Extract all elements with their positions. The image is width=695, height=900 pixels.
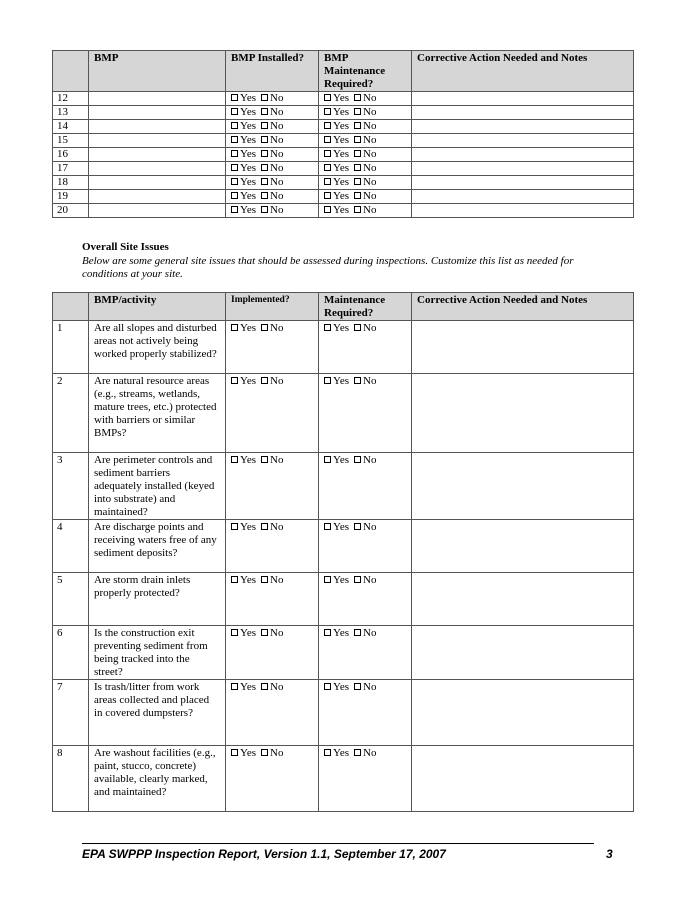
table-row xyxy=(53,92,634,106)
implemented-yes-checkbox[interactable] xyxy=(231,377,238,384)
header-implemented: Implemented? xyxy=(226,293,319,321)
implemented-yes-label: Yes xyxy=(240,747,257,759)
maintenance-yes-checkbox[interactable] xyxy=(324,206,331,213)
maintenance-no-label: No xyxy=(363,375,377,387)
footer-text: EPA SWPPP Inspection Report, Version 1.1, September 17, 2007 xyxy=(82,847,446,861)
installed-cell xyxy=(226,134,319,148)
implemented-cell xyxy=(226,573,319,626)
issue-text: Are perimeter controls and sediment barriers adequately installed (keyed into substrate) and maintained? xyxy=(89,453,226,520)
installed-no-label: No xyxy=(270,92,284,104)
installed-yes-label: Yes xyxy=(240,204,257,216)
maintenance-no-checkbox[interactable] xyxy=(354,94,361,101)
implemented-yes-label: Yes xyxy=(240,322,257,334)
implemented-no-label: No xyxy=(270,627,284,639)
table-row xyxy=(53,626,634,680)
table-row xyxy=(53,374,634,453)
installed-cell xyxy=(226,120,319,134)
table-row xyxy=(53,680,634,746)
maintenance-yes-label: Yes xyxy=(333,162,350,174)
row-number: 6 xyxy=(53,626,89,680)
table-row xyxy=(53,162,634,176)
implemented-no-label: No xyxy=(270,747,284,759)
bmp-name-cell[interactable] xyxy=(89,106,226,120)
bmp-name-cell[interactable] xyxy=(89,92,226,106)
installed-no-checkbox[interactable] xyxy=(261,136,268,143)
row-number: 17 xyxy=(53,162,89,176)
notes-cell[interactable] xyxy=(412,134,634,148)
notes-cell[interactable] xyxy=(412,680,634,746)
maintenance-no-checkbox[interactable] xyxy=(354,178,361,185)
row-number: 1 xyxy=(53,321,89,374)
maintenance-yes-label: Yes xyxy=(333,681,350,693)
row-number: 7 xyxy=(53,680,89,746)
maintenance-no-label: No xyxy=(363,521,377,533)
maintenance-no-label: No xyxy=(363,106,377,118)
maintenance-no-checkbox[interactable] xyxy=(354,136,361,143)
installed-yes-label: Yes xyxy=(240,92,257,104)
issue-text: Are natural resource areas (e.g., streams, wetlands, mature trees, etc.) protected with barriers or similar BMPs? xyxy=(89,374,226,453)
implemented-no-checkbox[interactable] xyxy=(261,576,268,583)
installed-yes-checkbox[interactable] xyxy=(231,178,238,185)
implemented-cell xyxy=(226,626,319,680)
installed-no-checkbox[interactable] xyxy=(261,150,268,157)
implemented-cell xyxy=(226,520,319,573)
maintenance-yes-checkbox[interactable] xyxy=(324,192,331,199)
maintenance-no-checkbox[interactable] xyxy=(354,108,361,115)
maintenance-no-checkbox[interactable] xyxy=(354,206,361,213)
notes-cell[interactable] xyxy=(412,92,634,106)
notes-cell[interactable] xyxy=(412,374,634,453)
installed-no-checkbox[interactable] xyxy=(261,122,268,129)
bmp-name-cell[interactable] xyxy=(89,120,226,134)
table-row xyxy=(53,573,634,626)
implemented-yes-label: Yes xyxy=(240,521,257,533)
maintenance-no-checkbox[interactable] xyxy=(354,523,361,530)
implemented-yes-label: Yes xyxy=(240,375,257,387)
implemented-yes-checkbox[interactable] xyxy=(231,523,238,530)
implemented-no-checkbox[interactable] xyxy=(261,377,268,384)
row-number: 8 xyxy=(53,746,89,812)
notes-cell[interactable] xyxy=(412,204,634,218)
table-row xyxy=(53,190,634,204)
installed-yes-checkbox[interactable] xyxy=(231,108,238,115)
implemented-cell xyxy=(226,321,319,374)
maintenance-cell xyxy=(319,321,412,374)
maintenance-no-label: No xyxy=(363,190,377,202)
maintenance-yes-checkbox[interactable] xyxy=(324,683,331,690)
bmp-name-cell[interactable] xyxy=(89,134,226,148)
table-row xyxy=(53,453,634,520)
maintenance-yes-checkbox[interactable] xyxy=(324,456,331,463)
installed-no-label: No xyxy=(270,162,284,174)
implemented-no-checkbox[interactable] xyxy=(261,683,268,690)
maintenance-yes-checkbox[interactable] xyxy=(324,108,331,115)
maintenance-yes-checkbox[interactable] xyxy=(324,164,331,171)
maintenance-cell xyxy=(319,520,412,573)
maintenance-no-checkbox[interactable] xyxy=(354,122,361,129)
maintenance-cell xyxy=(319,746,412,812)
row-number: 12 xyxy=(53,92,89,106)
site-issues-header xyxy=(53,293,634,321)
installed-no-label: No xyxy=(270,134,284,146)
row-number: 3 xyxy=(53,453,89,520)
maintenance-yes-label: Yes xyxy=(333,204,350,216)
maintenance-yes-checkbox[interactable] xyxy=(324,94,331,101)
maintenance-no-checkbox[interactable] xyxy=(354,456,361,463)
maintenance-yes-checkbox[interactable] xyxy=(324,576,331,583)
maintenance-no-label: No xyxy=(363,322,377,334)
maintenance-cell xyxy=(319,162,412,176)
installed-yes-label: Yes xyxy=(240,190,257,202)
header-notes: Corrective Action Needed and Notes xyxy=(412,51,634,92)
implemented-no-checkbox[interactable] xyxy=(261,456,268,463)
installed-no-checkbox[interactable] xyxy=(261,178,268,185)
maintenance-cell xyxy=(319,92,412,106)
maintenance-yes-label: Yes xyxy=(333,521,350,533)
footer-rule xyxy=(82,843,594,844)
implemented-yes-checkbox[interactable] xyxy=(231,456,238,463)
table-row xyxy=(53,746,634,812)
maintenance-cell xyxy=(319,374,412,453)
row-number: 2 xyxy=(53,374,89,453)
maintenance-cell xyxy=(319,453,412,520)
maintenance-no-label: No xyxy=(363,204,377,216)
table-row xyxy=(53,321,634,374)
maintenance-yes-label: Yes xyxy=(333,747,350,759)
table-row xyxy=(53,204,634,218)
maintenance-no-label: No xyxy=(363,162,377,174)
implemented-no-checkbox[interactable] xyxy=(261,324,268,331)
maintenance-cell xyxy=(319,190,412,204)
row-number: 13 xyxy=(53,106,89,120)
page-number: 3 xyxy=(606,847,613,861)
maintenance-yes-label: Yes xyxy=(333,322,350,334)
maintenance-no-checkbox[interactable] xyxy=(354,576,361,583)
bmp-name-cell[interactable] xyxy=(89,204,226,218)
implemented-no-label: No xyxy=(270,681,284,693)
maintenance-yes-label: Yes xyxy=(333,106,350,118)
header-maintenance: Maintenance Required? xyxy=(319,293,412,321)
implemented-yes-label: Yes xyxy=(240,681,257,693)
issue-text: Is the construction exit preventing sediment from being tracked into the street? xyxy=(89,626,226,680)
maintenance-no-checkbox[interactable] xyxy=(354,749,361,756)
implemented-no-label: No xyxy=(270,375,284,387)
installed-no-checkbox[interactable] xyxy=(261,192,268,199)
header-notes: Corrective Action Needed and Notes xyxy=(412,293,634,321)
issue-text: Is trash/litter from work areas collected and placed in covered dumpsters? xyxy=(89,680,226,746)
header-num xyxy=(53,293,89,321)
installed-cell xyxy=(226,176,319,190)
implemented-cell xyxy=(226,680,319,746)
maintenance-cell xyxy=(319,106,412,120)
maintenance-yes-label: Yes xyxy=(333,176,350,188)
implemented-yes-label: Yes xyxy=(240,454,257,466)
maintenance-no-label: No xyxy=(363,148,377,160)
installed-no-label: No xyxy=(270,190,284,202)
bmp-name-cell[interactable] xyxy=(89,148,226,162)
maintenance-yes-checkbox[interactable] xyxy=(324,136,331,143)
maintenance-cell xyxy=(319,120,412,134)
installed-cell xyxy=(226,162,319,176)
maintenance-cell xyxy=(319,134,412,148)
maintenance-yes-label: Yes xyxy=(333,375,350,387)
bmp-name-cell[interactable] xyxy=(89,190,226,204)
installed-yes-checkbox[interactable] xyxy=(231,122,238,129)
row-number: 18 xyxy=(53,176,89,190)
implemented-no-checkbox[interactable] xyxy=(261,523,268,530)
issue-text: Are washout facilities (e.g., paint, stucco, concrete) available, clearly marked, and maintained? xyxy=(89,746,226,812)
maintenance-cell xyxy=(319,680,412,746)
installed-no-label: No xyxy=(270,148,284,160)
implemented-no-label: No xyxy=(270,574,284,586)
issue-text: Are discharge points and receiving waters free of any sediment deposits? xyxy=(89,520,226,573)
maintenance-yes-label: Yes xyxy=(333,120,350,132)
installed-no-checkbox[interactable] xyxy=(261,164,268,171)
notes-cell[interactable] xyxy=(412,148,634,162)
implemented-cell xyxy=(226,453,319,520)
installed-yes-label: Yes xyxy=(240,134,257,146)
installed-yes-checkbox[interactable] xyxy=(231,94,238,101)
maintenance-cell xyxy=(319,573,412,626)
maintenance-yes-label: Yes xyxy=(333,454,350,466)
maintenance-cell xyxy=(319,626,412,680)
maintenance-yes-checkbox[interactable] xyxy=(324,324,331,331)
notes-cell[interactable] xyxy=(412,120,634,134)
header-bmp-activity: BMP/activity xyxy=(89,293,226,321)
bmp-name-cell[interactable] xyxy=(89,176,226,190)
installed-yes-checkbox[interactable] xyxy=(231,136,238,143)
installed-yes-checkbox[interactable] xyxy=(231,206,238,213)
implemented-no-label: No xyxy=(270,322,284,334)
section-title: Overall Site Issues xyxy=(82,241,169,253)
maintenance-yes-checkbox[interactable] xyxy=(324,749,331,756)
implemented-yes-checkbox[interactable] xyxy=(231,629,238,636)
maintenance-yes-checkbox[interactable] xyxy=(324,150,331,157)
installed-cell xyxy=(226,106,319,120)
notes-cell[interactable] xyxy=(412,520,634,573)
section-description: Below are some general site issues that should be assessed during inspections. Customize this list as needed for conditions at your site. xyxy=(82,255,574,280)
maintenance-no-label: No xyxy=(363,134,377,146)
installed-no-checkbox[interactable] xyxy=(261,94,268,101)
maintenance-yes-label: Yes xyxy=(333,574,350,586)
notes-cell[interactable] xyxy=(412,626,634,680)
installed-cell xyxy=(226,204,319,218)
maintenance-no-label: No xyxy=(363,92,377,104)
installed-yes-checkbox[interactable] xyxy=(231,192,238,199)
notes-cell[interactable] xyxy=(412,176,634,190)
bmp-table xyxy=(52,50,634,218)
maintenance-no-checkbox[interactable] xyxy=(354,629,361,636)
maintenance-yes-checkbox[interactable] xyxy=(324,629,331,636)
table-row xyxy=(53,106,634,120)
header-maintenance: BMP Maintenance Required? xyxy=(319,51,412,92)
maintenance-no-label: No xyxy=(363,454,377,466)
implemented-yes-label: Yes xyxy=(240,627,257,639)
installed-yes-label: Yes xyxy=(240,120,257,132)
implemented-yes-checkbox[interactable] xyxy=(231,683,238,690)
bmp-table-header xyxy=(53,51,634,92)
implemented-yes-label: Yes xyxy=(240,574,257,586)
notes-cell[interactable] xyxy=(412,573,634,626)
row-number: 14 xyxy=(53,120,89,134)
maintenance-cell xyxy=(319,204,412,218)
notes-cell[interactable] xyxy=(412,746,634,812)
maintenance-yes-checkbox[interactable] xyxy=(324,122,331,129)
installed-cell xyxy=(226,190,319,204)
maintenance-yes-label: Yes xyxy=(333,148,350,160)
table-row xyxy=(53,148,634,162)
installed-no-label: No xyxy=(270,176,284,188)
maintenance-no-label: No xyxy=(363,627,377,639)
maintenance-no-label: No xyxy=(363,120,377,132)
maintenance-no-checkbox[interactable] xyxy=(354,683,361,690)
table-row xyxy=(53,520,634,573)
maintenance-no-checkbox[interactable] xyxy=(354,324,361,331)
maintenance-yes-checkbox[interactable] xyxy=(324,523,331,530)
row-number: 20 xyxy=(53,204,89,218)
maintenance-cell xyxy=(319,176,412,190)
row-number: 16 xyxy=(53,148,89,162)
maintenance-no-checkbox[interactable] xyxy=(354,164,361,171)
installed-no-label: No xyxy=(270,106,284,118)
installed-cell xyxy=(226,92,319,106)
implemented-yes-checkbox[interactable] xyxy=(231,749,238,756)
installed-yes-label: Yes xyxy=(240,148,257,160)
notes-cell[interactable] xyxy=(412,162,634,176)
issue-text: Are all slopes and disturbed areas not actively being worked properly stabilized? xyxy=(89,321,226,374)
maintenance-yes-label: Yes xyxy=(333,134,350,146)
row-number: 4 xyxy=(53,520,89,573)
notes-cell[interactable] xyxy=(412,106,634,120)
site-issues-table xyxy=(52,292,634,812)
implemented-yes-checkbox[interactable] xyxy=(231,324,238,331)
table-row xyxy=(53,176,634,190)
maintenance-yes-checkbox[interactable] xyxy=(324,377,331,384)
maintenance-yes-label: Yes xyxy=(333,92,350,104)
issue-text: Are storm drain inlets properly protected? xyxy=(89,573,226,626)
maintenance-no-checkbox[interactable] xyxy=(354,377,361,384)
installed-cell xyxy=(226,148,319,162)
maintenance-cell xyxy=(319,148,412,162)
table-row xyxy=(53,120,634,134)
installed-no-label: No xyxy=(270,204,284,216)
implemented-cell xyxy=(226,746,319,812)
maintenance-no-label: No xyxy=(363,681,377,693)
implemented-yes-checkbox[interactable] xyxy=(231,576,238,583)
header-installed: BMP Installed? xyxy=(226,51,319,92)
installed-no-label: No xyxy=(270,120,284,132)
maintenance-no-checkbox[interactable] xyxy=(354,192,361,199)
maintenance-no-label: No xyxy=(363,574,377,586)
installed-yes-label: Yes xyxy=(240,176,257,188)
installed-no-checkbox[interactable] xyxy=(261,108,268,115)
implemented-no-label: No xyxy=(270,521,284,533)
row-number: 19 xyxy=(53,190,89,204)
maintenance-no-label: No xyxy=(363,747,377,759)
notes-cell[interactable] xyxy=(412,190,634,204)
header-num xyxy=(53,51,89,92)
notes-cell[interactable] xyxy=(412,453,634,520)
row-number: 15 xyxy=(53,134,89,148)
maintenance-yes-label: Yes xyxy=(333,190,350,202)
maintenance-no-checkbox[interactable] xyxy=(354,150,361,157)
maintenance-yes-label: Yes xyxy=(333,627,350,639)
table-row xyxy=(53,134,634,148)
maintenance-yes-checkbox[interactable] xyxy=(324,178,331,185)
row-number: 5 xyxy=(53,573,89,626)
implemented-cell xyxy=(226,374,319,453)
maintenance-no-label: No xyxy=(363,176,377,188)
notes-cell[interactable] xyxy=(412,321,634,374)
bmp-name-cell[interactable] xyxy=(89,162,226,176)
installed-yes-label: Yes xyxy=(240,106,257,118)
installed-yes-label: Yes xyxy=(240,162,257,174)
implemented-no-checkbox[interactable] xyxy=(261,629,268,636)
installed-yes-checkbox[interactable] xyxy=(231,164,238,171)
installed-yes-checkbox[interactable] xyxy=(231,150,238,157)
implemented-no-checkbox[interactable] xyxy=(261,749,268,756)
installed-no-checkbox[interactable] xyxy=(261,206,268,213)
header-bmp: BMP xyxy=(89,51,226,92)
implemented-no-label: No xyxy=(270,454,284,466)
